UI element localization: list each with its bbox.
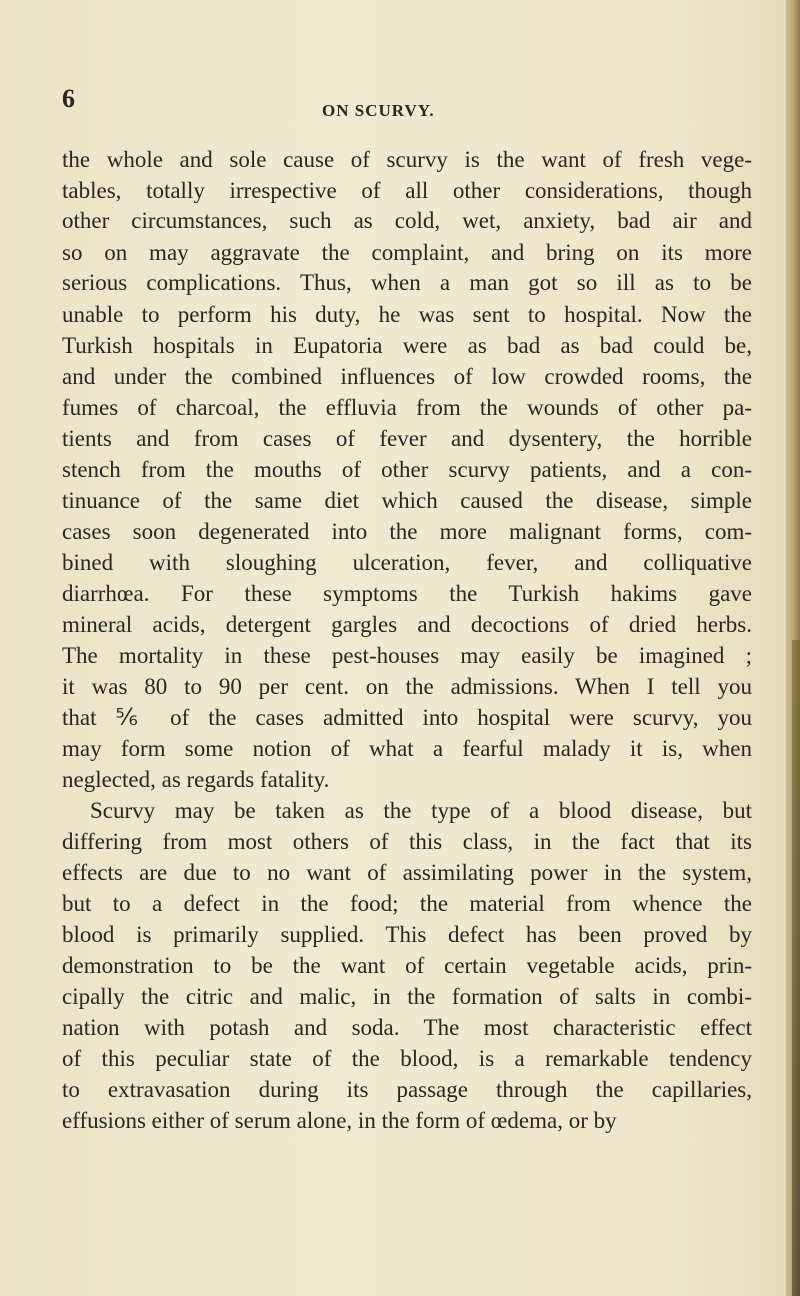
text-line: stench from the mouths of other scurvy patients, and a con- <box>62 457 752 482</box>
text-line: serious complications. Thus, when a man got so ill as to be <box>62 270 752 295</box>
text-line: demonstration to be the want of certain vegetable acids, prin- <box>62 953 752 978</box>
text-line: Turkish hospitals in Eupatoria were as bad as bad could be, <box>62 333 752 358</box>
text-line: bined with sloughing ulceration, fever, and colliquative <box>62 550 752 575</box>
text-line: that ⅚ of the cases admitted into hospital were scurvy, you <box>62 705 752 730</box>
text-line: tinuance of the same diet which caused the disease, simple <box>62 488 752 513</box>
text-line: The mortality in these pest-houses may easily be imagined ; <box>62 643 752 668</box>
text-line: so on may aggravate the complaint, and bring on its more <box>62 240 752 265</box>
text-line: diarrhœa. For these symptoms the Turkish hakims gave <box>62 581 752 606</box>
text-line: other circumstances, such as cold, wet, anxiety, bad air and <box>62 208 752 233</box>
page-edge-shadow <box>792 640 800 1296</box>
text-line: and under the combined influences of low crowded rooms, the <box>62 364 752 389</box>
text-line: to extravasation during its passage through the capillaries, <box>62 1077 752 1102</box>
text-line: cipally the citric and malic, in the formation of salts in combi- <box>62 984 752 1009</box>
text-line: Scurvy may be taken as the type of a blood disease, but <box>90 798 752 823</box>
text-line: tients and from cases of fever and dysentery, the horrible <box>62 426 752 451</box>
text-line: unable to perform his duty, he was sent to hospital. Now the <box>62 302 752 327</box>
text-line: effusions either of serum alone, in the form of œdema, or by <box>62 1108 617 1133</box>
text-line: it was 80 to 90 per cent. on the admissions. When I tell you <box>62 674 752 699</box>
text-line: nation with potash and soda. The most characteristic effect <box>62 1015 752 1040</box>
text-line: mineral acids, detergent gargles and decoctions of dried herbs. <box>62 612 752 637</box>
text-line: the whole and sole cause of scurvy is the want of fresh vege- <box>62 147 752 172</box>
running-title: ON SCURVY. <box>322 101 435 120</box>
text-line: neglected, as regards fatality. <box>62 767 330 792</box>
text-line: effects are due to no want of assimilating power in the system, <box>62 860 752 885</box>
text-line: fumes of charcoal, the effluvia from the wounds of other pa- <box>62 395 752 420</box>
text-line: may form some notion of what a fearful malady it is, when <box>62 736 752 761</box>
text-line: differing from most others of this class, in the fact that its <box>62 829 752 854</box>
text-line: tables, totally irrespective of all other considerations, though <box>62 178 752 203</box>
text-line: but to a defect in the food; the material from whence the <box>62 891 752 916</box>
text-line: blood is primarily supplied. This defect has been proved by <box>62 922 752 947</box>
page-number: 6 <box>62 84 75 113</box>
text-line: cases soon degenerated into the more malignant forms, com- <box>62 519 752 544</box>
text-line: of this peculiar state of the blood, is a remarkable tendency <box>62 1046 752 1071</box>
